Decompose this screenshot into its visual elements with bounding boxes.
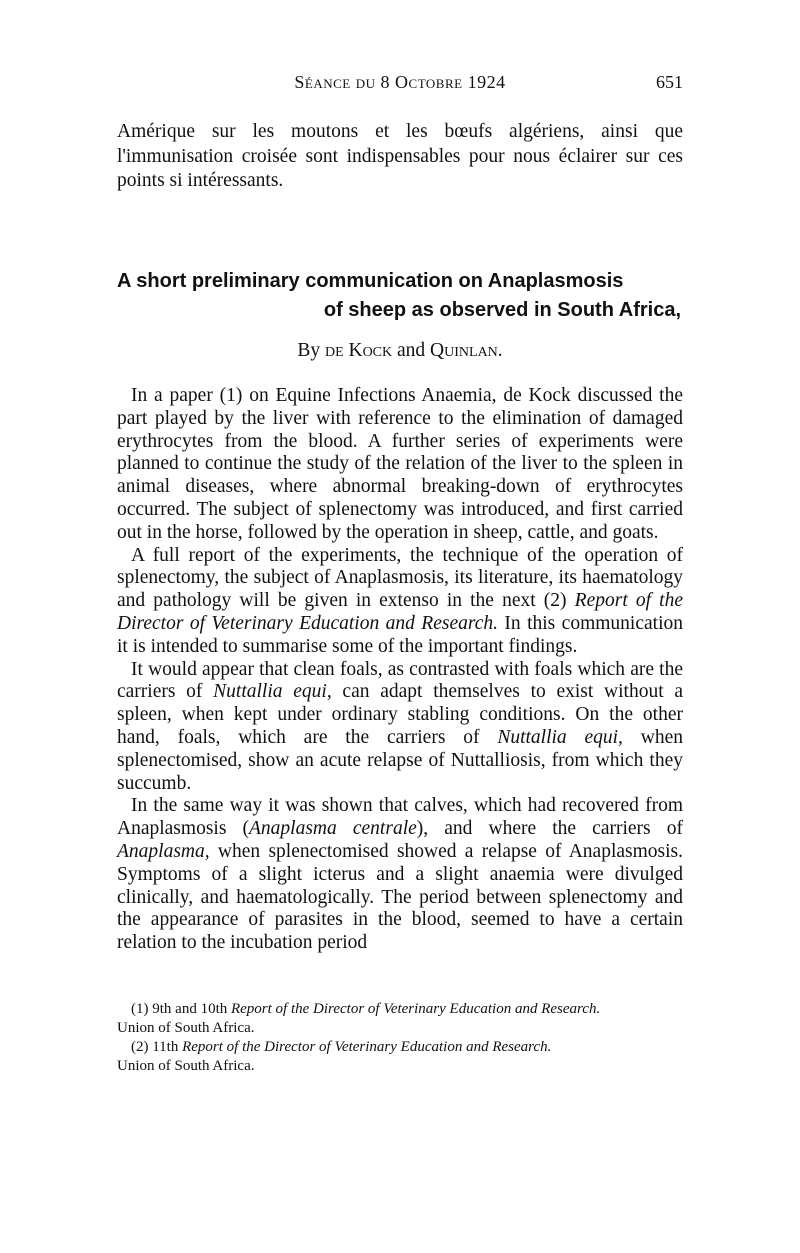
- footnotes: [117, 1000, 683, 1076]
- paragraph-3-text-c: when splenectomised, show an acute relapse of Nuttalliosis, from which they succumb.: [117, 726, 683, 794]
- footnote-2-report-title: Report of the Director of Veterinary Education and Research.: [182, 1039, 552, 1055]
- article-body: [117, 385, 683, 955]
- footnote-1-report-title: Report of the Director of Veterinary Education and Research.: [230, 1001, 601, 1017]
- paragraph-1: In a paper (1) on Equine Infections Anaemia, de Kock discussed the part played by the liver with reference to the elimination of damaged erythrocytes from the blood. A further series of experiments were planned to continue the study of the relation of the liver to the spleen in animal diseases, where abnormal breaking-down of erythrocytes occurred. The subject of splenectomy was introduced, and first carried out in the horse, followed by the operation in sheep, cattle, and goats.: [117, 385, 683, 543]
- paragraph-4-text-c: when splenectomised showed a relapse of Anaplasmosis. Symptoms of a slight icterus and a slight anaemia were divulged clinically, and haematologically. The period between splenectomy and the appearance of parasites in the blood, seemed to have a certain relation to the incubation period: [117, 840, 683, 954]
- paragraph-3-text-b: can adapt themselves to exist without a spleen, when kept under ordinary stabling conditions. On the other hand, foals, which are the carriers of: [117, 681, 684, 748]
- paragraph-2-report-title: Report of the Director of Veterinary Education and Research.: [117, 590, 683, 634]
- byline-by: By: [297, 340, 321, 361]
- running-head: [117, 72, 683, 96]
- footnote-1: [117, 1000, 683, 1019]
- footnote-1-continuation: Union of South Africa.: [117, 1020, 255, 1036]
- intro-text: Amérique sur les moutons et les bœufs algériens, ainsi que l'immunisation croisée sont indispensables pour nous éclairer sur ces points si intéressants.: [117, 121, 683, 191]
- footnote-2-marker: (2) 11th: [131, 1039, 183, 1055]
- author-de-kock: de Kock: [324, 340, 393, 361]
- byline-and: and: [397, 340, 426, 361]
- page-number: 651: [656, 72, 683, 92]
- paragraph-4-text-b: ), and where the carriers of: [416, 818, 683, 840]
- paragraph-4: [117, 795, 683, 955]
- paragraph-3: [117, 659, 683, 796]
- title-line-1: A short preliminary communication on Anaplasmosis: [117, 270, 624, 292]
- article-title: [117, 267, 683, 325]
- paragraph-3-text-a: It would appear that clean foals, as contrasted with foals which are the carriers of: [117, 658, 683, 703]
- paragraph-4-text-a: In the same way it was shown that calves, which had recovered from Anaplasmosis (: [117, 795, 683, 840]
- running-title: Séance du 8 Octobre 1924: [294, 72, 506, 92]
- paragraph-3-species-2: Nuttallia equi,: [497, 726, 623, 748]
- byline: [117, 340, 683, 362]
- footnote-1-marker: (1) 9th and 10th: [131, 1001, 231, 1017]
- paragraph-2-text-a: A full report of the experiments, the technique of the operation of splenectomy, the subject of Anaplasmosis, its literature, its haematology and pathology will be given in extenso in the next (2): [117, 544, 683, 612]
- paragraph-4-species-2: Anaplasma,: [117, 840, 210, 862]
- paragraph-3-species-1: Nuttallia equi,: [213, 681, 332, 703]
- footnote-2-continuation: Union of South Africa.: [117, 1058, 255, 1074]
- title-line-2: of sheep as observed in South Africa,: [323, 299, 681, 321]
- footnote-2: [117, 1038, 683, 1057]
- author-quinlan: Quinlan.: [430, 340, 503, 361]
- paragraph-2-text-b: In this communication it is intended to summarise some of the important findings.: [117, 612, 683, 657]
- paragraph-2: [117, 545, 683, 659]
- paragraph-4-species-1: Anaplasma centrale: [249, 818, 417, 840]
- intro-paragraph: [117, 120, 683, 194]
